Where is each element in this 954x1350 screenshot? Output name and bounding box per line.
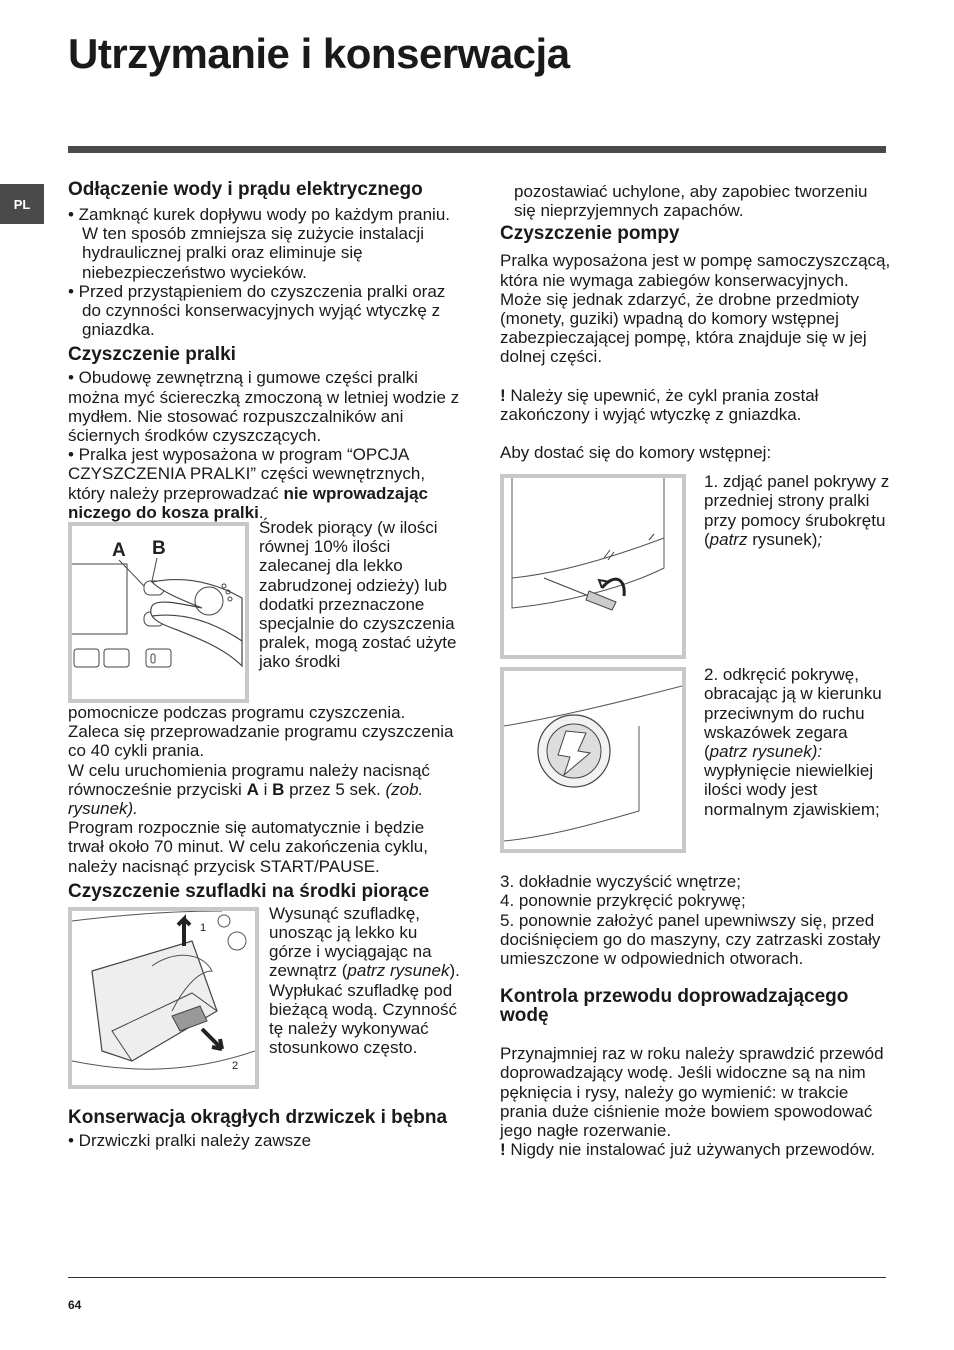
bullet-door-open: • Drzwiczki pralki należy zawsze [68,1130,312,1150]
section-title-cleaning: Czyszczenie pralki [68,344,236,366]
label-a: A [112,540,126,562]
section-title-hose: Kontrola przewodu doprowadzającego wodę [500,986,849,1027]
warning-icon: ! [500,385,506,405]
top-divider [68,146,886,153]
pump-step-2: 2. odkręcić pokrywę, obracając ją w kierunku przeciwnym do ruchu wskazówek zegara (patrz rysunek): wypłynięcie niewielkiej ilości wody jest normalnym zjawiskiem; [704,665,882,819]
drawer-step-2-label: 2 [232,1059,239,1072]
label-b: B [152,538,166,560]
screwdriver-panel-illustration [504,478,682,655]
figure-unscrew-cover [500,667,686,853]
cleaning-paragraph-interval: pomocnicze podczas programu czyszczenia. Zaleca się przeprowadzanie programu czyszczenia co 40 cykli prania. [68,703,454,761]
figure-drawer [68,907,259,1089]
hose-paragraph: Przynajmniej raz w roku należy sprawdzić przewód doprowadzający wodę. Jeśli widoczne są na nim pęknięcia i rysy, należy go wymienić: w trakcie prania duże ciśnienie może bowiem spowodować jego nagłe rozerwanie. [500,1044,884,1141]
bullet-unplug: • Przed przystąpieniem do czyszczenia pralki oraz do czynności konserwacyjnych wyjąć wtyczkę z gniazdka. [68,281,446,340]
section-title-drawer: Czyszczenie szufladki na środki piorące [68,880,430,902]
step2-row [500,667,892,853]
page-title: Utrzymanie i konserwacja [68,30,570,77]
emphasis-text: nie wprowadzając niczego do kosza pralki [68,483,428,522]
figure-drawer-row [68,903,460,1089]
section-title-pump: Czyszczenie pompy [500,223,680,245]
bullet-water-tap: • Zamknąć kurek dopływu wody po każdym praniu. W ten sposób zmniejsza się zużycie instalacji hydraulicznej pralki oraz eliminuje się niebezpieczeństwo wycieków. [68,205,451,282]
hand-pressing-buttons-illustration [72,526,245,699]
cleaning-paragraph-exterior: • Obudowę zewnętrzną i gumowe części pralki można myć ściereczką zmoczoną w letniej wodzie z mydłem. Nie stosować rozpuszczalników ani ściernych środków czyszczących. [68,368,460,446]
section-title-door-drum: Konserwacja okrągłych drzwiczek i bębna [68,1106,448,1128]
pump-step-1: 1. zdjąć panel pokrywy z przedniej strony pralki przy pomocy śrubokrętu (patrz rysunek); [704,472,890,549]
pump-cover-illustration [504,671,682,849]
step1-row [500,474,892,659]
pump-warning: ! Należy się upewnić, że cykl prania został zakończony i wyjąć wtyczkę z gniazdka. [500,385,819,424]
page-number: 64 [68,1298,82,1312]
hose-warning: ! Nigdy nie instalować już używanych przewodów. [500,1140,876,1160]
pump-access-intro: Aby dostać się do komory wstępnej: [500,443,772,463]
figure-buttons-row [68,518,460,703]
cleaning-paragraph-duration: Program rozpocznie się automatycznie i będzie trwał około 70 minut. W celu zakończenia cyklu, należy nacisnąć przycisk START/PAUSE. [68,818,428,876]
door-continuation: pozostawiać uchylone, aby zapobiec tworzeniu się nieprzyjemnych zapachów. [514,182,868,221]
bottom-divider [68,1277,886,1278]
left-column [68,180,460,1150]
detergent-note: Środek piorący (w ilości równej 10% ilości zalecanej dla lekko zabrudzonej odzieży) lub dodatki przeznaczone specjalnie do czyszczenia pralek, mogą zostać użyte jako środki [259,518,457,672]
section-title-disconnect: Odłączenie wody i prądu elektrycznego [68,179,423,200]
drawer-removal-illustration [72,911,255,1085]
warning-icon: ! [500,1140,506,1160]
right-column [500,182,892,1159]
pump-step-3: 3. dokładnie wyczyścić wnętrze; [500,872,741,892]
language-tab: PL [0,184,44,224]
cleaning-paragraph-start: W celu uruchomienia programu należy nacisnąć równocześnie przyciski A i B przez 5 sek. (zob. rysunek). [68,760,430,819]
cleaning-paragraph-program: • Pralka jest wyposażona w program “OPCJA CZYSZCZENIA PRALKI” części wewnętrznych, który należy przeprowadzać nie wprowadzając niczego do kosza pralki. [68,445,428,522]
figure-remove-panel [500,474,686,659]
drawer-instructions: Wysunąć szufladkę, unosząc ją lekko ku górze i wyciągając na zewnątrz (patrz rysunek). Wypłukać szufladkę pod bieżącą wodą. Czynność tę należy wykonywać stosunkowo często. [269,903,460,1058]
pump-paragraph: Pralka wyposażona jest w pompę samoczyszczącą, która nie wymaga zabiegów konserwacyjnych. Może się jednak zdarzyć, że drobne przedmioty (monety, guziki) wpadną do komory wstępnej zabezpieczającej pompę, która znajduje się w jej dolnej części. [500,251,891,367]
drawer-step-1-label: 1 [200,921,207,934]
figure-buttons-ab [68,522,249,703]
pump-step-4: 4. ponownie przykręcić pokrywę; [500,891,746,911]
pump-step-5: 5. ponownie założyć panel upewniwszy się, przed dociśnięciem go do maszyny, czy zatrzaski zostały umieszczone w odpowiednich otworach. [500,910,881,969]
